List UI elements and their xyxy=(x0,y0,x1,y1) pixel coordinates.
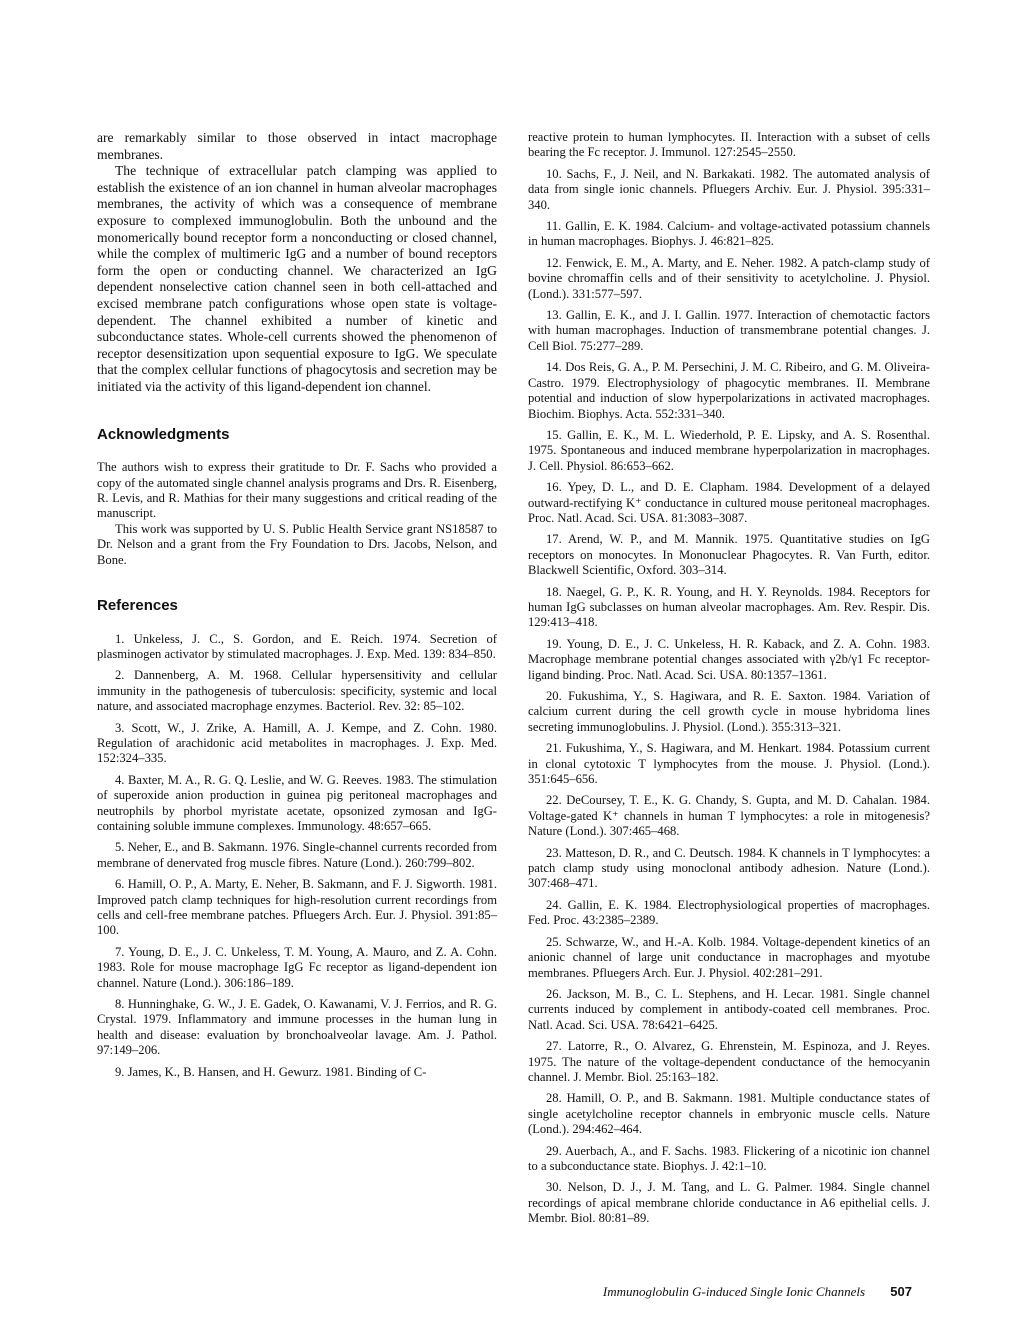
reference-item: 13. Gallin, E. K., and J. I. Gallin. 1977. Interaction of chemotactic factors with human macrophages. Induction of transmembrane potential changes. J. Cell Biol. 75:277–289. xyxy=(528,308,930,353)
reference-item: 26. Jackson, M. B., C. L. Stephens, and H. Lecar. 1981. Single channel currents induced by complement in antibody-coated cell membranes. Proc. Natl. Acad. Sci. USA. 78:6421–6425. xyxy=(528,986,930,1032)
reference-item: 25. Schwarze, W., and H.-A. Kolb. 1984. Voltage-dependent kinetics of an anionic channel of large unit conductance in macrophages and myotube membranes. Pfluegers Arch. Eur. J. Physiol. 402:281–291. xyxy=(528,934,930,980)
reference-item: 7. Young, D. E., J. C. Unkeless, T. M. Young, A. Mauro, and Z. A. Cohn. 1983. Role for mouse macrophage IgG Fc receptor as ligand-dependent ion channel. Nature (Lond.). 306:186–189. xyxy=(97,944,497,990)
reference-item: 23. Matteson, D. R., and C. Deutsch. 1984. K channels in T lymphocytes: a patch clamp study using monoclonal antibody adhesion. Nature (Lond.). 307:468–471. xyxy=(528,845,930,891)
reference-item: 16. Ypey, D. L., and D. E. Clapham. 1984. Development of a delayed outward-rectifying K⁺ conductance in cultured mouse peritoneal macrophages. Proc. Natl. Acad. Sci. USA. 81:3083–3087. xyxy=(528,480,930,525)
left-column xyxy=(97,130,497,1086)
references-list-left xyxy=(97,632,497,1081)
page-footer xyxy=(0,1284,912,1300)
acknowledgments-paragraph-1: The authors wish to express their gratitude to Dr. F. Sachs who provided a copy of the automated single channel analysis programs and Drs. R. Eisenberg, R. Levis, and R. Mathias for their many suggestions and critical reading of the manuscript. xyxy=(97,460,497,521)
reference-item: 30. Nelson, D. J., J. M. Tang, and L. G. Palmer. 1984. Single channel recordings of apical membrane chloride conductance in A6 epithelial cells. J. Membr. Biol. 80:81–89. xyxy=(528,1180,930,1226)
reference-item: 12. Fenwick, E. M., A. Marty, and E. Neher. 1982. A patch-clamp study of bovine chromaffin cells and of their sensitivity to acetylcholine. J. Physiol. (Lond.). 331:577–597. xyxy=(528,255,930,301)
references-heading: References xyxy=(97,596,178,614)
body-paragraph-continuation: are remarkably similar to those observed in intact macrophage membranes. xyxy=(97,130,497,162)
reference-item: 2. Dannenberg, A. M. 1968. Cellular hypersensitivity and cellular immunity in the pathogenesis of tuberculosis: specificity, systemic and local nature, and associated macrophage enzymes. Bacteriol. Rev. 32: 85–102. xyxy=(97,668,497,714)
reference-item: 14. Dos Reis, G. A., P. M. Persechini, J. M. C. Ribeiro, and G. M. Oliveira-Castro. 1979. Electrophysiology of phagocytic membranes. II. Membrane potential and induction of slow hyperpolarizations in activated macrophages. Biochim. Biophys. Acta. 552:331–340. xyxy=(528,360,930,421)
page-number: 507 xyxy=(890,1284,912,1299)
reference-item: 1. Unkeless, J. C., S. Gordon, and E. Reich. 1974. Secretion of plasminogen activator by stimulated macrophages. J. Exp. Med. 139: 834–850. xyxy=(97,631,497,661)
reference-item: 17. Arend, W. P., and M. Mannik. 1975. Quantitative studies on IgG receptors on monocytes. In Mononuclear Phagocytes. R. Van Furth, editor. Blackwell Scientific, Oxford. 303–314. xyxy=(528,532,930,578)
reference-item: 24. Gallin, E. K. 1984. Electrophysiological properties of macrophages. Fed. Proc. 43:2385–2389. xyxy=(528,897,930,928)
reference-item: 6. Hamill, O. P., A. Marty, E. Neher, B. Sakmann, and F. J. Sigworth. 1981. Improved patch clamp techniques for high-resolution current recordings from cells and cell-free membrane patches. Pfluegers Arch. Eur. J. Physiol. 391:85–100. xyxy=(97,877,497,938)
acknowledgments-heading: Acknowledgments xyxy=(97,425,230,443)
reference-item: 27. Latorre, R., O. Alvarez, G. Ehrenstein, M. Espinoza, and J. Reyes. 1975. The nature of the voltage-dependent conductance of the hemocyanin channel. J. Membr. Biol. 25:163–182. xyxy=(528,1039,930,1084)
reference-item: 22. DeCoursey, T. E., K. G. Chandy, S. Gupta, and M. D. Cahalan. 1984. Voltage-gated K⁺ channels in human T lymphocytes: a role in mitogenesis? Nature (Lond.). 307:465–468. xyxy=(528,793,930,839)
reference-item: 11. Gallin, E. K. 1984. Calcium- and voltage-activated potassium channels in human macrophages. Biophys. J. 46:821–825. xyxy=(528,219,930,249)
reference-item: 18. Naegel, G. P., K. R. Young, and H. Y. Reynolds. 1984. Receptors for human IgG subclasses on human alveolar macrophages. Am. Rev. Respir. Dis. 129:413–418. xyxy=(528,584,930,630)
reference-item: 29. Auerbach, A., and F. Sachs. 1983. Flickering of a nicotinic ion channel to a subconductance state. Biophys. J. 42:1–10. xyxy=(528,1143,930,1173)
reference-item: 5. Neher, E., and B. Sakmann. 1976. Single-channel currents recorded from membrane of denervated frog muscle fibres. Nature (Lond.). 260:799–802. xyxy=(97,840,497,870)
acknowledgments-paragraph-2: This work was supported by U. S. Public Health Service grant NS18587 to Dr. Nelson and a grant from the Fry Foundation to Drs. Jacobs, Nelson, and Bone. xyxy=(97,521,497,567)
reference-item: 19. Young, D. E., J. C. Unkeless, H. R. Kaback, and Z. A. Cohn. 1983. Macrophage membrane potential changes associated with γ2b/γ1 Fc receptor-ligand binding. Proc. Natl. Acad. Sci. USA. 80:1357–1361. xyxy=(528,636,930,682)
reference-item: 10. Sachs, F., J. Neil, and N. Barkakati. 1982. The automated analysis of data from single ionic channels. Pfluegers Archiv. Eur. J. Physiol. 395:331–340. xyxy=(528,166,930,212)
reference-item: 15. Gallin, E. K., M. L. Wiederhold, P. E. Lipsky, and A. S. Rosenthal. 1975. Spontaneous and induced membrane hyperpolarization in macrophages. J. Cell. Physiol. 86:653–662. xyxy=(528,427,930,473)
reference-item: 9. James, K., B. Hansen, and H. Gewurz. 1981. Binding of C- xyxy=(115,1064,427,1079)
references-list-right xyxy=(528,130,930,1227)
running-title: Immunoglobulin G-induced Single Ionic Channels xyxy=(602,1284,866,1299)
reference-item: 8. Hunninghake, G. W., J. E. Gadek, O. Kawanami, V. J. Ferrios, and R. G. Crystal. 1979. Inflammatory and immune processes in the human lung in health and disease: evaluation by bronchoalveolar lavage. Am. J. Pathol. 97:149–206. xyxy=(97,997,497,1058)
reference-item: 4. Baxter, M. A., R. G. Q. Leslie, and W. G. Reeves. 1983. The stimulation of superoxide anion production in guinea pig peritoneal macrophages and neutrophils by phorbol myristate acetate, opsonized zymosan and IgG-containing soluble immune complexes. Immunology. 48:657–665. xyxy=(97,772,497,833)
reference-item: 20. Fukushima, Y., S. Hagiwara, and R. E. Saxton. 1984. Variation of calcium current during the cell growth cycle in mouse hybridoma lines secreting immunoglobulins. J. Physiol. (Lond.). 355:313–321. xyxy=(528,689,930,734)
reference-item: 28. Hamill, O. P., and B. Sakmann. 1981. Multiple conductance states of single acetylcholine receptor channels in embryonic muscle cells. Nature (Lond.). 294:462–464. xyxy=(528,1091,930,1137)
reference-continuation: reactive protein to human lymphocytes. II. Interaction with a subset of cells bearing the Fc receptor. J. Immunol. 127:2545–2550. xyxy=(528,130,930,160)
right-column xyxy=(528,130,930,1233)
reference-item: 21. Fukushima, Y., S. Hagiwara, and M. Henkart. 1984. Potassium current in clonal cytotoxic T lymphocytes from the mouse. J. Physiol. (Lond.). 351:645–656. xyxy=(528,741,930,787)
body-paragraph-summary: The technique of extracellular patch clamping was applied to establish the existence of an ion channel in human alveolar macrophages membranes, the activity of which was a consequence of membrane exposure to complexed immunoglobulin. Both the unbound and the monomerically bound receptor form a nonconducting or closed channel, while the complex of multimeric IgG and a number of bound receptors form the open or conducting channel. We characterized an IgG dependent nonselective cation channel seen in both cell-attached and excised membrane patch configurations whose open state is voltage-dependent. The channel exhibited a number of kinetic and subconductance states. Whole-cell currents showed the phenomenon of receptor desensitization upon sequential exposure to IgG. We speculate that the complex cellular functions of phagocytosis and secretion may be initiated via the activity of this ligand-dependent ion channel. xyxy=(97,163,497,394)
reference-item: 3. Scott, W., J. Zrike, A. Hamill, A. J. Kempe, and Z. Cohn. 1980. Regulation of arachidonic acid metabolites in macrophages. J. Exp. Med. 152:324–335. xyxy=(97,720,497,766)
